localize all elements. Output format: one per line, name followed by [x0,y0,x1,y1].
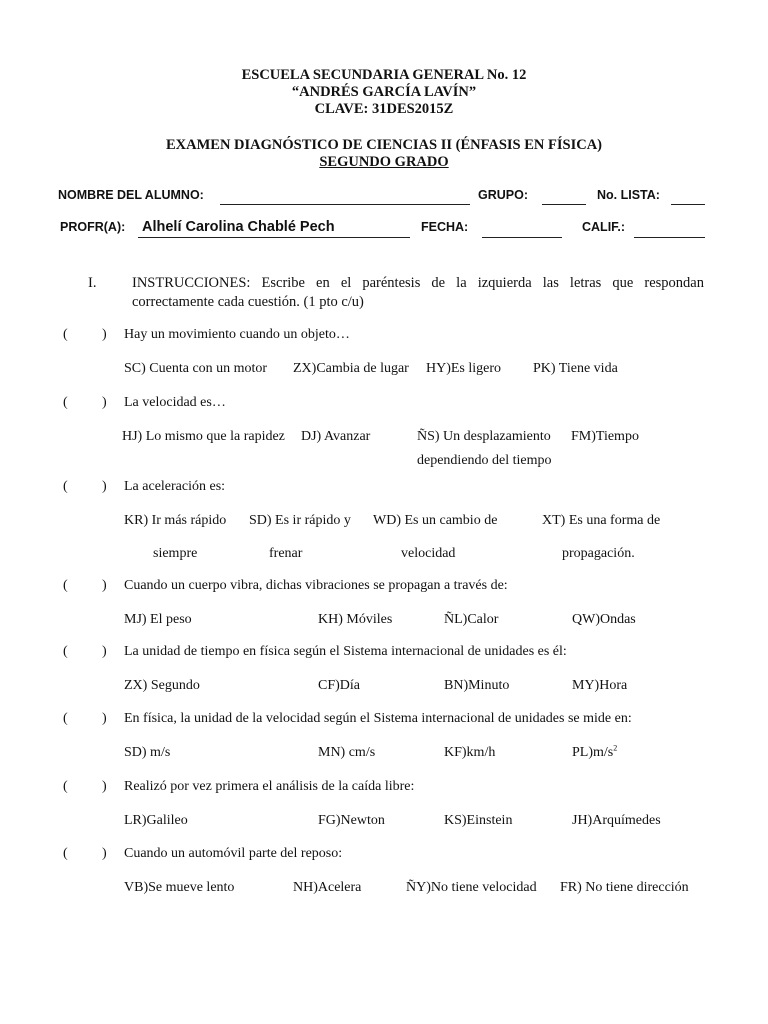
instructions-text: INSTRUCCIONES: Escribe en el paréntesis de la izquierda las letras que respondan correctamente cada cuestión. (1 pto c/u) [132,275,704,310]
answer-option: KF)km/h [444,745,496,760]
answer-paren-close[interactable]: ) [102,779,107,794]
section-numeral: I. [88,275,97,291]
answer-option: MY)Hora [572,678,628,693]
answer-option: ZX) Segundo [124,678,200,693]
answer-option: QW)Ondas [572,612,636,627]
school-name: “ANDRÉS GARCÍA LAVÍN” [291,84,477,100]
school-title: ESCUELA SECUNDARIA GENERAL No. 12 [241,67,527,83]
answer-option-continuation: frenar [269,546,303,561]
grade-title-row [0,154,768,171]
grade-label: CALIF.: [582,220,626,234]
answer-option: WD) Es un cambio de [373,513,498,528]
option-superscript: 2 [613,743,618,753]
answer-paren-open[interactable]: ( [63,711,68,726]
question-text: Hay un movimiento cuando un objeto… [124,327,350,342]
answer-option: NH)Acelera [293,880,362,895]
answer-option: PK) Tiene vida [533,361,618,376]
answer-option: FG)Newton [318,813,385,828]
answer-option: SD) m/s [124,745,171,760]
question-text: Realizó por vez primera el análisis de la caída libre: [124,779,415,794]
answer-option: SC) Cuenta con un motor [124,361,268,376]
answer-option-continuation: propagación. [562,546,635,561]
teacher-line [138,237,410,238]
answer-option-continuation: dependiendo del tiempo [417,453,552,468]
answer-option: CF)Día [318,678,360,693]
answer-paren-close[interactable]: ) [102,578,107,593]
date-line[interactable] [482,237,562,238]
answer-paren-open[interactable]: ( [63,846,68,861]
list-number-label: No. LISTA: [597,188,660,202]
question-text: Cuando un cuerpo vibra, dichas vibraciones se propagan a través de: [124,578,508,593]
group-label: GRUPO: [478,188,528,202]
answer-option: HY)Es ligero [426,361,502,376]
answer-paren-close[interactable]: ) [102,644,107,659]
exam-title: EXAMEN DIAGNÓSTICO DE CIENCIAS II (ÉNFASIS EN FÍSICA) [165,137,602,153]
answer-option: MN) cm/s [318,745,376,760]
answer-option: LR)Galileo [124,813,188,828]
question-text: En física, la unidad de la velocidad según el Sistema internacional de unidades se mide en: [124,711,632,726]
answer-option: MJ) El peso [124,612,192,627]
answer-paren-open[interactable]: ( [63,644,68,659]
date-label: FECHA: [421,220,469,234]
answer-option: FM)Tiempo [571,429,639,444]
answer-option-continuation: siempre [153,546,198,561]
question-text: La aceleración es: [124,479,226,494]
answer-paren-close[interactable]: ) [102,327,107,342]
answer-paren-close[interactable]: ) [102,711,107,726]
answer-option: KR) Ir más rápido [124,513,227,528]
question-text: La velocidad es… [124,395,226,410]
question-text: Cuando un automóvil parte del reposo: [124,846,343,861]
answer-option: ÑY)No tiene velocidad [406,880,537,895]
answer-option-continuation: velocidad [401,546,456,561]
answer-option: ÑL)Calor [444,612,499,627]
grade-title: SEGUNDO GRADO [319,154,449,170]
answer-paren-close[interactable]: ) [102,479,107,494]
teacher-label: PROFR(A): [60,220,126,234]
student-name-label: NOMBRE DEL ALUMNO: [58,188,204,202]
answer-paren-open[interactable]: ( [63,479,68,494]
question-text: La unidad de tiempo en física según el Sistema internacional de unidades es él: [124,644,567,659]
group-line[interactable] [542,204,586,205]
answer-paren-close[interactable]: ) [102,395,107,410]
list-number-line[interactable] [671,204,705,205]
answer-option: KH) Móviles [318,612,393,627]
teacher-name: Alhelí Carolina Chablé Pech [142,219,335,235]
answer-paren-open[interactable]: ( [63,327,68,342]
answer-option: HJ) Lo mismo que la rapidez [122,429,285,444]
answer-option: XT) Es una forma de [542,513,661,528]
school-clave: CLAVE: 31DES2015Z [314,101,454,117]
answer-option: ÑS) Un desplazamiento [417,429,551,444]
answer-paren-open[interactable]: ( [63,578,68,593]
grade-line[interactable] [634,237,705,238]
answer-paren-close[interactable]: ) [102,846,107,861]
student-name-line[interactable] [220,204,470,205]
answer-option: ZX)Cambia de lugar [293,361,409,376]
answer-option: KS)Einstein [444,813,513,828]
answer-paren-open[interactable]: ( [63,779,68,794]
answer-option: DJ) Avanzar [301,429,371,444]
answer-option: FR) No tiene dirección [560,880,689,895]
answer-paren-open[interactable]: ( [63,395,68,410]
answer-option: SD) Es ir rápido y [249,513,351,528]
answer-option: VB)Se mueve lento [124,880,235,895]
answer-option: JH)Arquímedes [572,813,661,828]
answer-option: $PL)m/s^2$ [572,743,618,760]
answer-option: BN)Minuto [444,678,510,693]
